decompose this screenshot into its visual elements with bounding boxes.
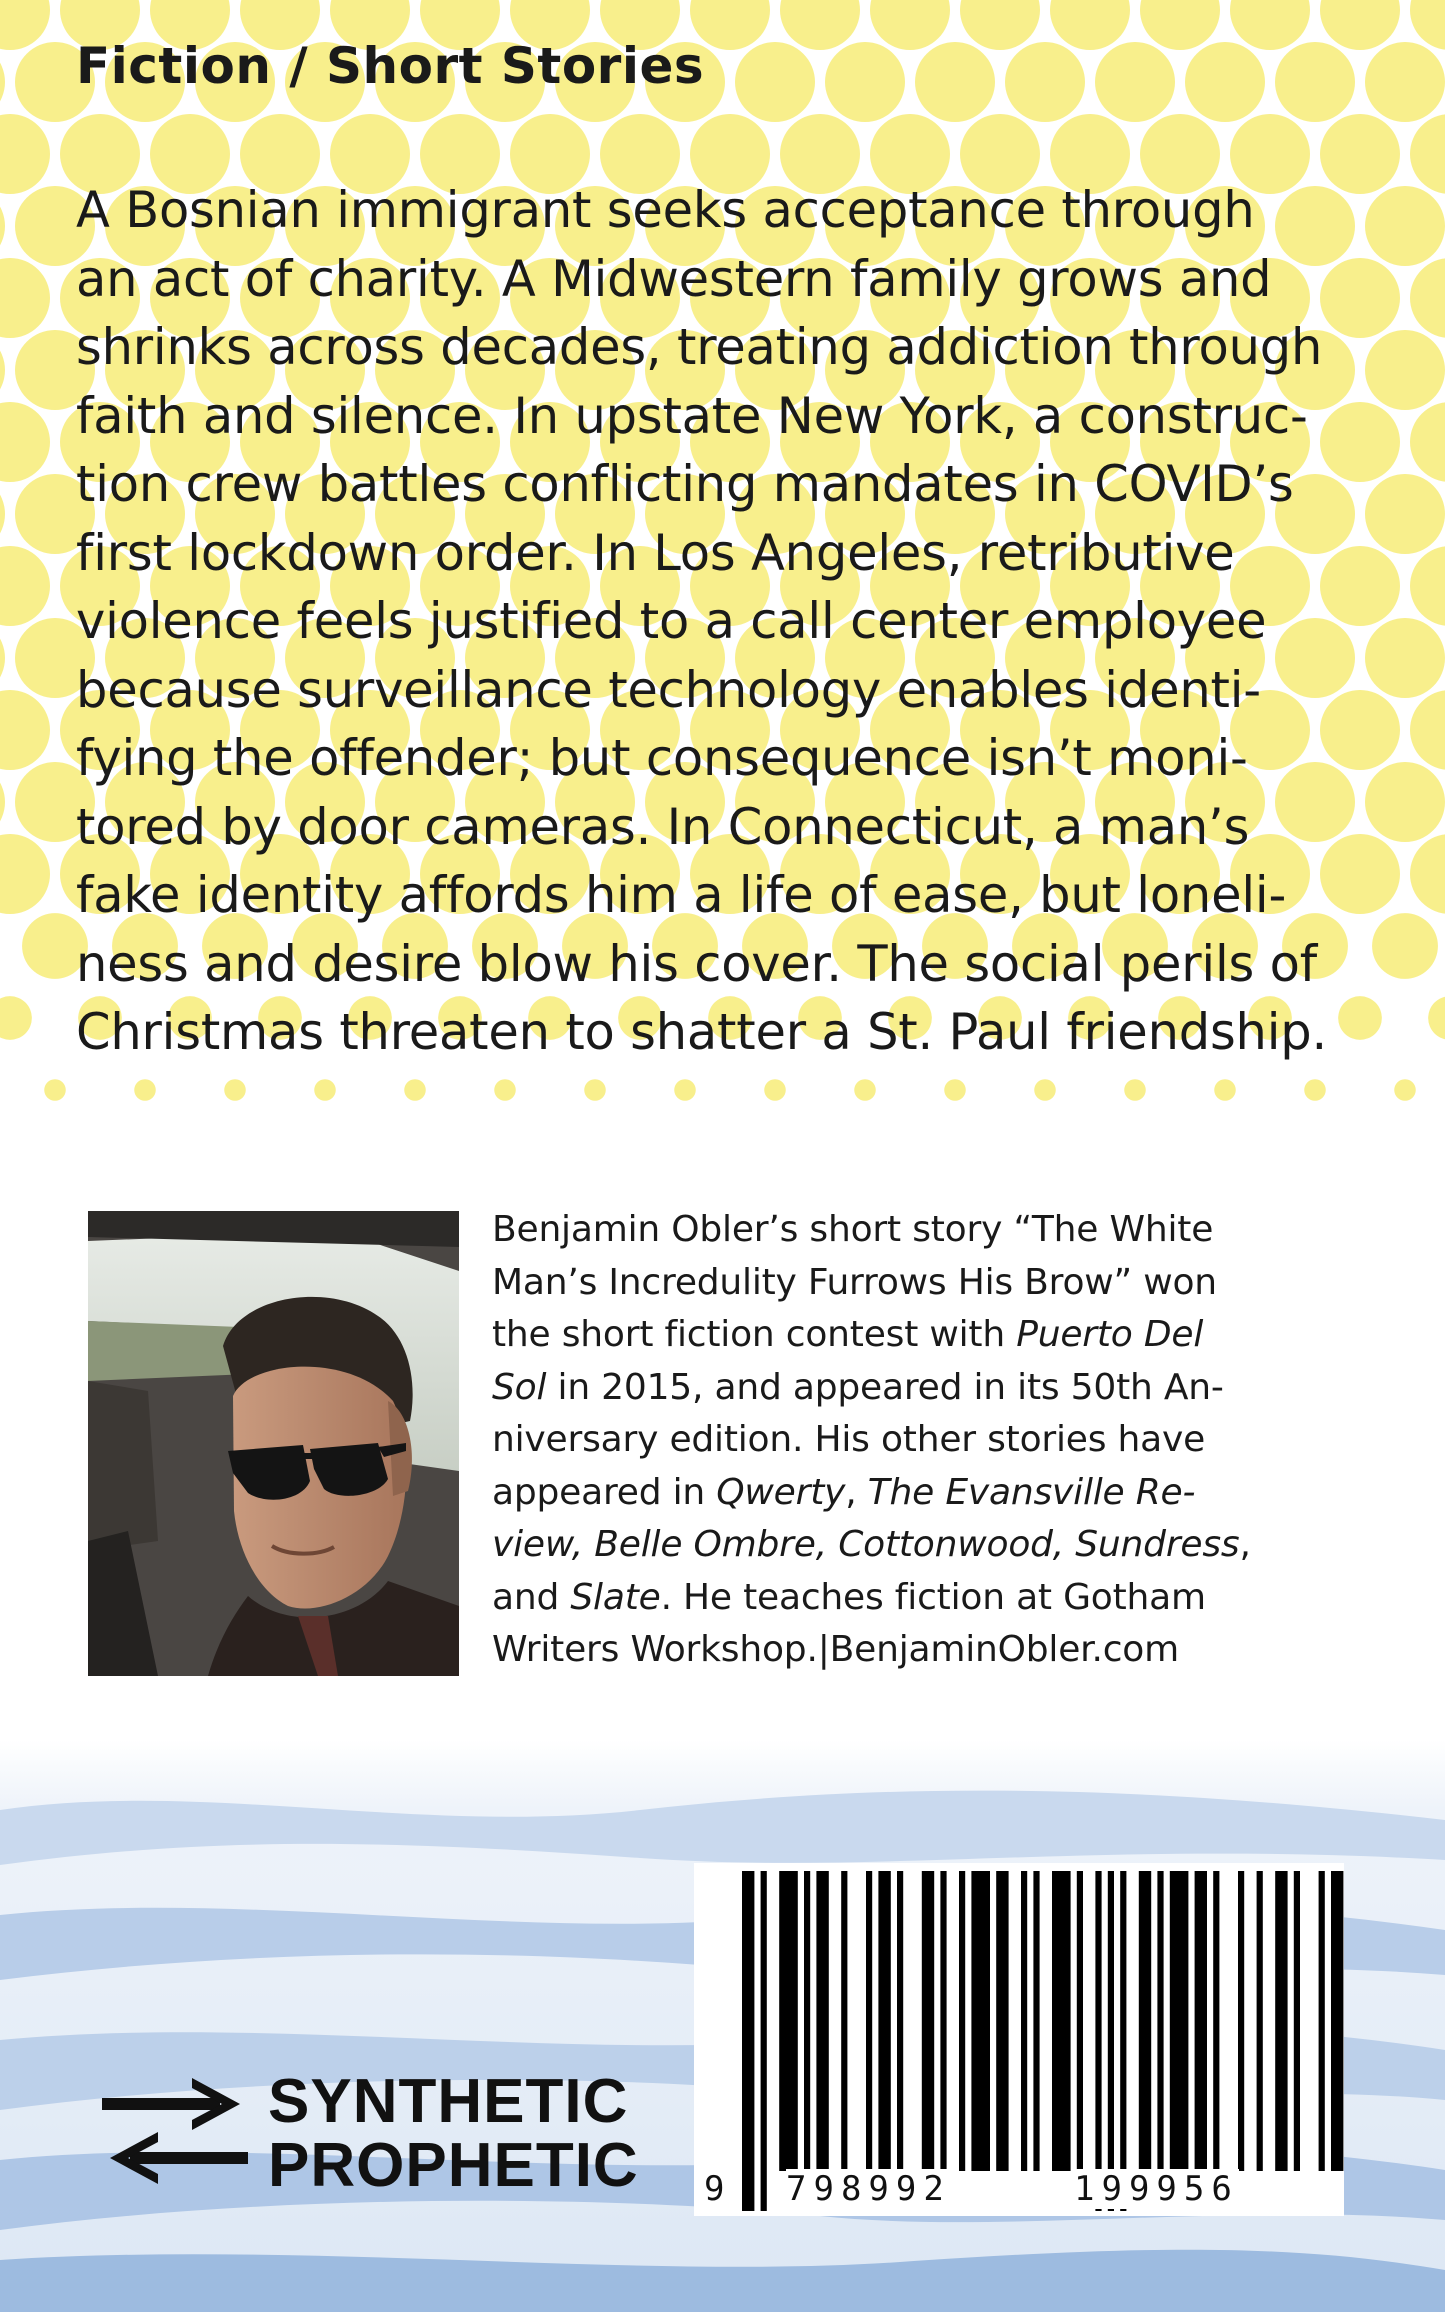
blurb-line: an act of charity. A Midwestern family grows and [76,249,1272,308]
author-photo [88,1211,459,1676]
bio-text: in 2015, and appeared in its 50th An- [546,1366,1224,1408]
blurb-line: because surveillance technology enables identi- [76,660,1261,719]
publication-title: Puerto Del [1016,1314,1204,1355]
bio-text: appeared in [492,1471,717,1513]
publisher-name-line-1: SYNTHETIC [268,2067,629,2136]
publication-title: view, Belle Ombre, Cottonwood, Sundress [492,1524,1240,1565]
bio-line [492,1519,1392,1572]
bio-line: Writers Workshop.|BenjaminObler.com [492,1629,1180,1670]
barcode-digits-right: 199956 [1074,2169,1239,2209]
blurb-line: ness and desire blow his cover. The social perils of [76,934,1317,993]
bio-text: , [1239,1524,1251,1565]
author-bio [492,1204,1392,1677]
bio-line: niversary edition. His other stories have [492,1419,1206,1460]
barcode-bars [694,1863,1344,2216]
blurb-line: faith and silence. In upstate New York, a construc- [76,386,1308,445]
blurb-line: fake identity affords him a life of ease, but loneli- [76,866,1287,924]
bio-line: Man’s Incredulity Furrows His Brow” won [492,1261,1217,1303]
bio-line [492,1572,1392,1625]
blurb-line: violence feels justified to a call center employee [76,592,1267,650]
barcode-digits-left: 798992 [786,2169,951,2209]
blurb-line: tion crew battles conflicting mandates in COVID’s [76,455,1294,513]
blurb-line: shrinks across decades, treating addiction through [76,318,1323,376]
blurb-line: A Bosnian immigrant seeks acceptance through [76,181,1255,239]
blurb-line: first lockdown order. In Los Angeles, retributive [76,523,1235,582]
blurb-line: fying the offender; but consequence isn’t moni- [76,729,1248,787]
publication-title: The Evansville Re- [867,1471,1196,1513]
publisher-name [268,2067,639,2200]
swap-arrows-icon [100,2076,250,2186]
bio-line [492,1309,1392,1362]
blurb-text [76,176,1376,1067]
bio-text: , [845,1471,868,1513]
bio-text: the short fiction contest with [492,1314,1017,1355]
barcode-digit-first: 9 [704,2169,732,2209]
publication-title: Qwerty [716,1471,846,1513]
blurb-line: tored by door cameras. In Connecticut, a man’s [76,797,1250,856]
publication-title: Sol [492,1366,547,1408]
isbn-barcode [694,1863,1344,2216]
blurb-line: Christmas threaten to shatter a St. Paul friendship. [76,1003,1328,1061]
bio-line [492,1362,1392,1415]
bio-text: . He teaches fiction at Gotham [660,1576,1206,1618]
genre-label: Fiction / Short Stories [76,37,705,95]
bio-text: and [492,1576,571,1618]
publisher-name-line-2: PROPHETIC [268,2131,639,2200]
publication-title: Slate [570,1576,661,1618]
bio-line: Benjamin Obler’s short story “The White [492,1209,1214,1250]
bio-line [492,1467,1392,1520]
